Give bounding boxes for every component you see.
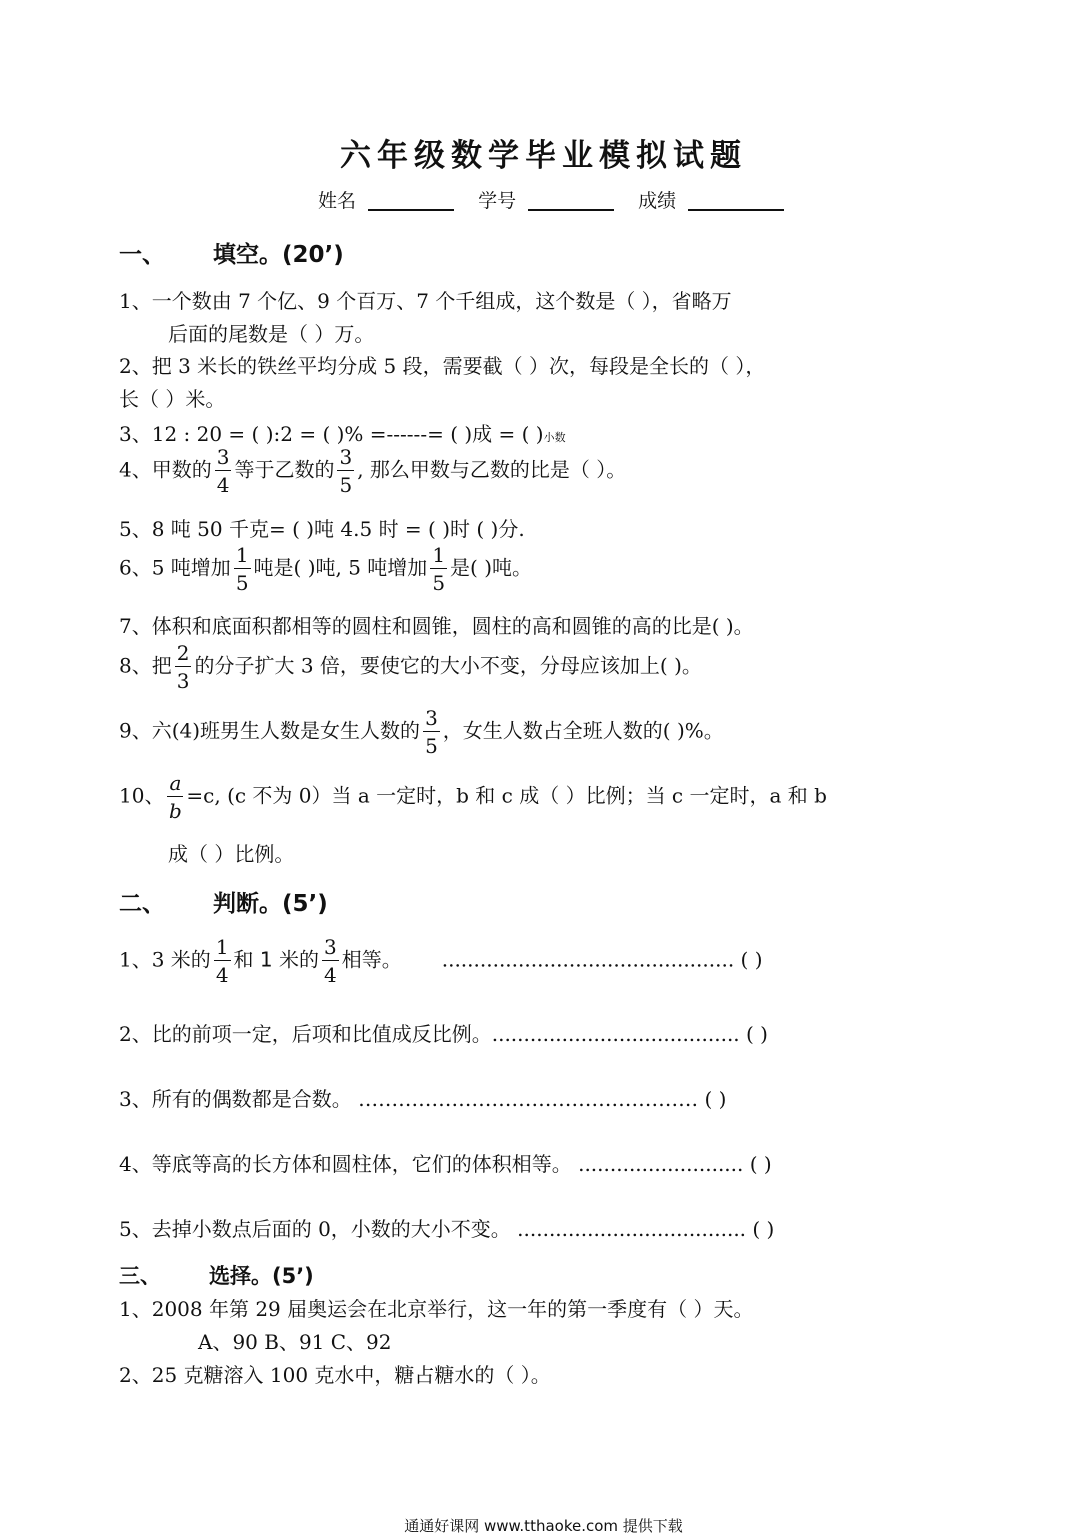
question-6 <box>119 545 532 593</box>
judgement-1 <box>119 937 763 985</box>
name-label: 姓名 <box>318 190 357 212</box>
question-2-line-1: 2、把 3 米长的铁丝平均分成 5 段，需要截（ ）次，每段是全长的（ ）， <box>119 354 766 378</box>
section-2-heading <box>119 885 328 918</box>
fraction <box>175 643 192 691</box>
fraction-numerator: 3 <box>324 935 337 959</box>
section-1-number: 一、 <box>119 242 165 268</box>
section-1-title: 填空。(20’) <box>213 242 344 268</box>
question-8-text-post: 的分子扩大 3 倍，要使它的大小不变，分母应该加上( )。 <box>194 653 702 678</box>
fraction <box>423 708 440 756</box>
fraction-denominator: 4 <box>324 963 337 987</box>
fraction-numerator: 1 <box>235 543 249 567</box>
section-3-number: 三、 <box>119 1264 161 1288</box>
fraction <box>215 447 232 495</box>
judgement-3: 3、所有的偶数都是合数。 …………………………………………… ( ) <box>119 1087 727 1111</box>
score-label: 成绩 <box>638 190 677 212</box>
choice-1: 1、2008 年第 29 届奥运会在北京举行，这一年的第一季度有（ ）天。 <box>119 1297 754 1321</box>
fraction-numerator: 3 <box>339 445 353 469</box>
question-3-text: 3、12 : 20 = ( ):2 = ( )% =------= ( )成 = ( ) <box>119 422 544 446</box>
section-2-title: 判断。(5’) <box>213 891 328 917</box>
question-4 <box>119 447 626 495</box>
judgement-2: 2、比的前项一定，后项和比值成反比例。....................................... ( ) <box>119 1022 768 1046</box>
fraction-denominator: 5 <box>425 734 438 758</box>
judgement-1-answer: .............................................. ( ) <box>441 947 763 972</box>
section-3-title: 选择。(5’) <box>209 1264 314 1288</box>
question-10-text-pre: 10、 <box>119 783 165 808</box>
fraction-denominator: 5 <box>432 571 446 595</box>
fraction-denominator: 4 <box>215 963 229 987</box>
question-9-text-pre: 9、六(4)班男生人数是女生人数的 <box>119 718 421 743</box>
question-4-text-post: , 那么甲数与乙数的比是（ ）。 <box>357 457 627 482</box>
fraction-denominator: 5 <box>235 571 249 595</box>
section-3-heading <box>119 1260 314 1290</box>
fraction-denominator: b <box>169 799 182 823</box>
id-label: 学号 <box>478 190 517 212</box>
fraction-numerator: 1 <box>432 543 446 567</box>
question-2-line-2: 长（ ）米。 <box>119 387 226 411</box>
question-6-text-post: 是( )吨。 <box>450 555 533 580</box>
question-6-text-pre: 6、5 吨增加 <box>119 555 231 580</box>
fraction-numerator: 3 <box>216 445 230 469</box>
fraction <box>337 447 354 495</box>
choice-1-options: A、90 B、91 C、92 <box>198 1330 392 1354</box>
section-1-heading <box>119 236 344 269</box>
score-blank <box>688 189 784 211</box>
fraction <box>234 545 251 593</box>
judgement-5: 5、去掉小数点后面的 0，小数的大小不变。 .................................... ( ) <box>119 1217 775 1241</box>
id-blank <box>528 189 614 211</box>
fraction <box>214 937 231 985</box>
section-2-number: 二、 <box>119 891 165 917</box>
student-info <box>318 186 802 213</box>
question-10-line-1 <box>119 773 827 821</box>
question-8-text-pre: 8、把 <box>119 653 172 678</box>
question-4-text-pre: 4、甲数的 <box>119 457 212 482</box>
judgement-1-text-pre: 1、3 米的 <box>119 947 211 972</box>
question-8 <box>119 643 702 691</box>
question-10-text-post: =c, (c 不为 0）当 a 一定时，b 和 c 成（ ）比例；当 c 一定时，a 和 b <box>186 783 827 808</box>
name-blank <box>368 189 454 211</box>
question-3-small-label: 小数 <box>543 431 566 444</box>
fraction-numerator: 3 <box>425 706 438 730</box>
question-9 <box>119 708 724 756</box>
question-7: 7、体积和底面积都相等的圆柱和圆锥，圆柱的高和圆锥的高的比是( )。 <box>119 614 754 638</box>
judgement-1-text-mid: 和 1 米的 <box>233 947 319 972</box>
question-10-line-2: 成（ ）比例。 <box>168 842 295 866</box>
fraction <box>322 937 339 985</box>
fraction <box>430 545 447 593</box>
question-6-text-mid: 吨是( )吨, 5 吨增加 <box>253 555 428 580</box>
question-1-line-1: 1、一个数由 7 个亿、9 个百万、7 个千组成，这个数是（ ），省略万 <box>119 289 732 313</box>
fraction <box>167 773 183 821</box>
fraction-numerator: 2 <box>176 641 190 665</box>
fraction-denominator: 5 <box>339 473 353 497</box>
question-3 <box>119 418 566 447</box>
choice-2: 2、25 克糖溶入 100 克水中，糖占糖水的（ ）。 <box>119 1363 551 1387</box>
question-1-line-2: 后面的尾数是（ ）万。 <box>168 322 375 346</box>
judgement-4: 4、等底等高的长方体和圆柱体，它们的体积相等。 .......................... ( ) <box>119 1152 772 1176</box>
fraction-numerator: 1 <box>215 935 229 959</box>
question-9-text-post: ，女生人数占全班人数的( )%。 <box>442 718 724 743</box>
fraction-denominator: 3 <box>176 669 190 693</box>
fraction-numerator: a <box>169 771 182 795</box>
judgement-1-text-post: 相等。 <box>341 947 402 972</box>
question-5: 5、8 吨 50 千克= ( )吨 4.5 时 = ( )时 ( )分. <box>119 517 525 541</box>
page-title: 六年级数学毕业模拟试题 <box>340 138 747 174</box>
footer-source: 通通好课网 www.tthaoke.com 提供下载 <box>404 1517 683 1535</box>
question-4-text-mid: 等于乙数的 <box>234 457 335 482</box>
fraction-denominator: 4 <box>216 473 230 497</box>
